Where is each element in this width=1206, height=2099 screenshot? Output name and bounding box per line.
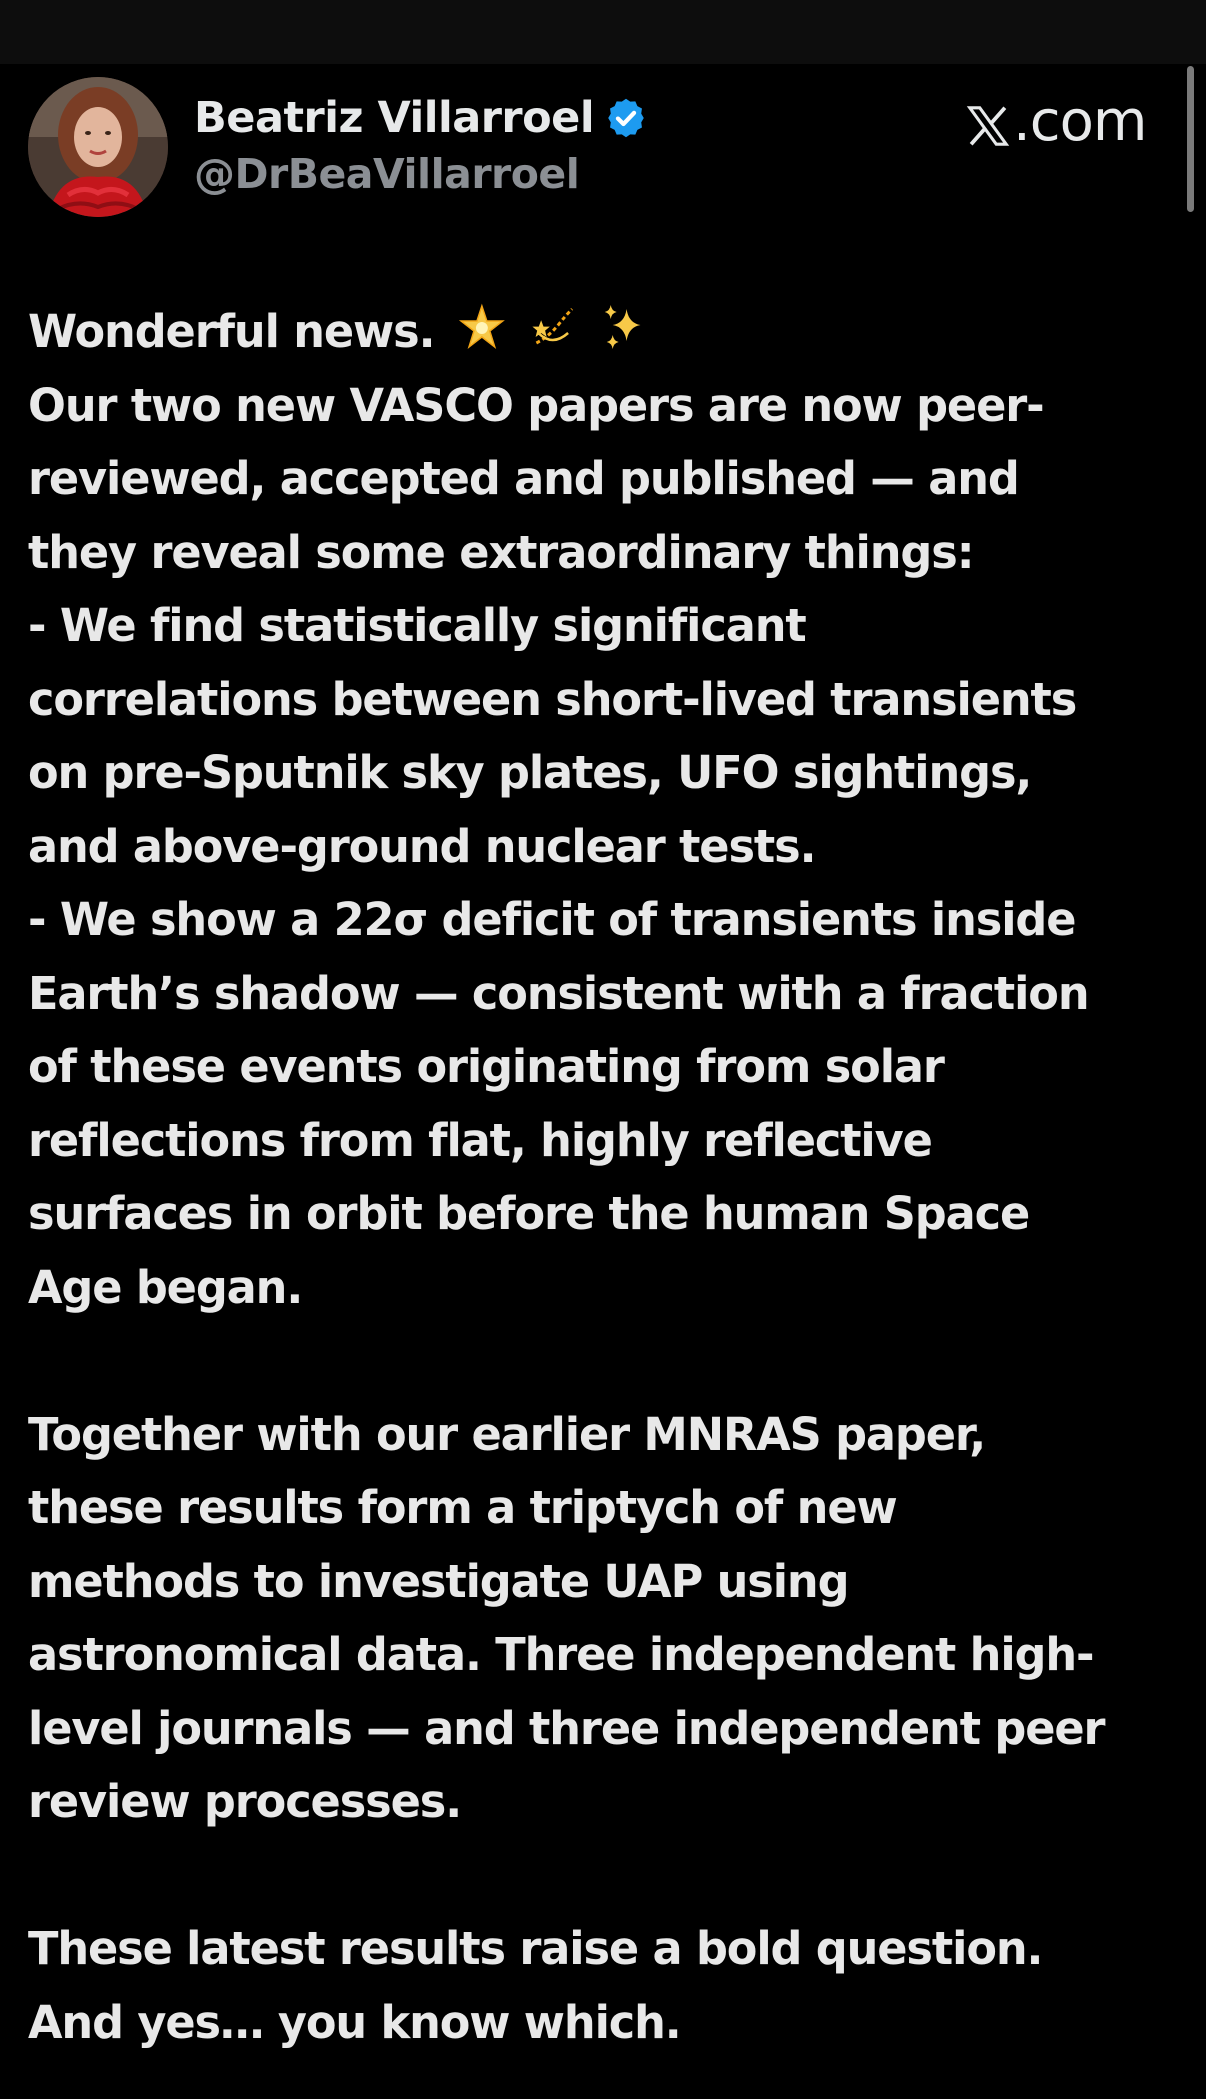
author-handle[interactable]: @DrBeaVillarroel	[194, 150, 580, 198]
site-domain: .com	[1013, 88, 1147, 154]
post-line: level journals — and three independent peer	[28, 1701, 1105, 1755]
post-line: reviewed, accepted and published — and	[28, 452, 1019, 505]
avatar[interactable]	[28, 77, 168, 217]
post-title: Wonderful news.	[28, 305, 435, 358]
paragraph-gap	[28, 1839, 1188, 1913]
post-line: surfaces in orbit before the human Space	[28, 1187, 1030, 1240]
post-line: - We show a 22σ deficit of transients inside	[28, 893, 1076, 946]
post-line: Together with our earlier MNRAS paper,	[28, 1407, 986, 1461]
post-line: Our two new VASCO papers are now peer-	[28, 378, 1044, 432]
site-watermark	[965, 88, 1146, 154]
post-text	[28, 295, 1188, 2059]
top-bar	[0, 0, 1206, 64]
post-line: reflections from flat, highly reflective	[28, 1113, 932, 1167]
post-line: correlations between short-lived transients	[28, 672, 1077, 726]
x-logo-icon	[965, 98, 1011, 144]
post-line: of these events originating from solar	[28, 1040, 944, 1093]
avatar-photo	[28, 77, 168, 217]
post-line: they reveal some extraordinary things:	[28, 525, 974, 579]
post-line: - We find statistically significant	[28, 599, 806, 652]
author-name[interactable]: Beatriz Villarroel	[194, 93, 595, 143]
post-title-line	[28, 295, 1178, 369]
sparkles-icon	[601, 301, 651, 351]
post-line: These latest results raise a bold question.	[28, 1922, 1043, 1975]
post-line: And yes… you know which.	[28, 1995, 681, 2049]
paragraph-gap	[28, 1324, 1188, 1398]
post-line: astronomical data. Three independent high-	[28, 1628, 1094, 1681]
post-line: on pre-Sputnik sky plates, UFO sightings,	[28, 746, 1032, 799]
glowing-star-icon	[457, 301, 507, 351]
dizzy-icon	[529, 301, 579, 351]
author-name-row[interactable]	[194, 90, 648, 146]
post-line: Earth’s shadow — consistent with a fraction	[28, 966, 1089, 1020]
post-line: review processes.	[28, 1775, 462, 1828]
verified-badge-icon	[604, 96, 648, 140]
post-line: these results form a triptych of new	[28, 1481, 897, 1534]
post-line: and above-ground nuclear tests.	[28, 819, 816, 873]
scrollbar[interactable]	[1187, 66, 1194, 212]
post-line: methods to investigate UAP using	[28, 1554, 849, 1608]
post-line: Age began.	[28, 1260, 303, 1314]
